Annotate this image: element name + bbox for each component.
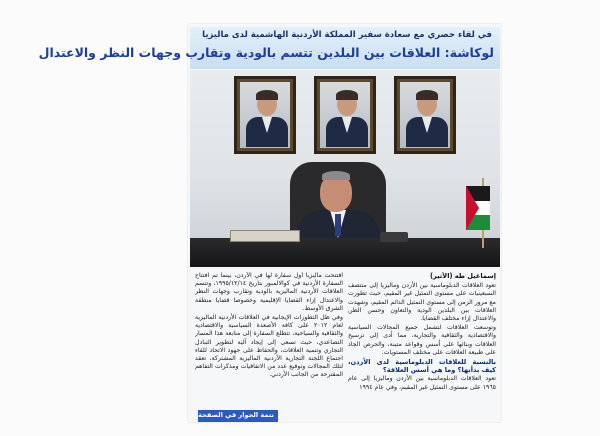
paragraph: وفي ظل التطورات الإيجابية في العلاقات الأردنية الماليزية لعام ٢٠١٢ على كافة الأصعدة السياسية والاقتصادية والثقافية والسياحية، تتطلع السفارة إلى متابعة هذا المسار التصاعدي، حيث تسعى إلى إيجاد آلية لتطوير التبادل التجاري وتنمية العلاقات، والحفاظ على جهود الاتحاد للقاء اجتماع اللجنة التجارية الأردنية الماليزية المشتركة، تعقد لتلك المجالات وتوقيع عدد من الاتفاقيات ومذكرات التفاهم المقترحة من الجانب الأردني. <box>195 314 343 379</box>
jordan-flag-icon <box>466 186 490 230</box>
article-column-left <box>195 272 343 406</box>
article-subhead: بالنسبة للعلاقات الدبلوماسية لدى الأردن، كيف بدأتها؟ وما هي أسس العلاقة؟ <box>348 358 496 375</box>
portrait-frame-center <box>314 76 376 154</box>
article-photo <box>190 70 500 267</box>
article-kicker: في لقاء حصري مع سعادة سفير المملكة الأردنية الهاشمية لدى ماليزيا <box>202 30 492 40</box>
article-byline: إسماعيل طه (الأثير) <box>430 272 496 280</box>
continued-on-page-banner <box>191 410 278 422</box>
desk-items <box>230 230 300 242</box>
paragraph: تعود العلاقات الدبلوماسية بين الأردن وماليزيا إلى منتصف السبعينيات على مستوى التمثيل غير المقيم، حيث تطورت مع مرور الزمن إلى مستوى التمثيل الدائم المقيم، وشهدت العلاقات بين البلدين الودية والتعاون وحسن الظن والاعتدال إزاء مختلف القضايا. <box>348 282 496 323</box>
paragraph: وتوسعت العلاقات لتشمل جميع المجالات السياسية والاقتصادية والثقافية والتجارية، مما أدى إلى ترسيخ العلاقات وبنائها على أسس وقواعد متينة، والحرص الجاد على طبيعة العلاقات على مختلف المستويات. <box>348 324 496 356</box>
headline-banner <box>38 27 500 69</box>
article-headline: لوكاشة: العلاقات بين البلدين تتسم بالودية وتقارب وجهات النظر والاعتدال <box>38 45 494 60</box>
article-column-right <box>348 272 496 406</box>
desk <box>190 238 500 267</box>
portrait-frame-left <box>234 76 296 154</box>
paragraph: تعود العلاقات الدبلوماسية بين الأردن وماليزيا إلى عام ١٩٦٥ على مستوى التمثيل غير المقيم، وفي عام ١٩٩٤ <box>348 375 496 391</box>
portrait-frame-right <box>394 76 456 154</box>
paragraph: افتتحت ماليزيا أول سفارة لها في الأردن، بينما تم افتتاح السفارة الأردنية في كوالالمبور بتاريخ ١٩٩٥/١٢/١٤، وتتسم العلاقات الأردنية الماليزية بالودية وتقارب وجهات النظر والاعتدال إزاء القضايا الإقليمية وخصوصا قضايا منطقة الشرق الأوسط. <box>195 272 343 312</box>
continued-on-page-label: تتمة الحوار في الصفحة ٨ <box>191 411 274 419</box>
desk-phone <box>380 232 408 242</box>
